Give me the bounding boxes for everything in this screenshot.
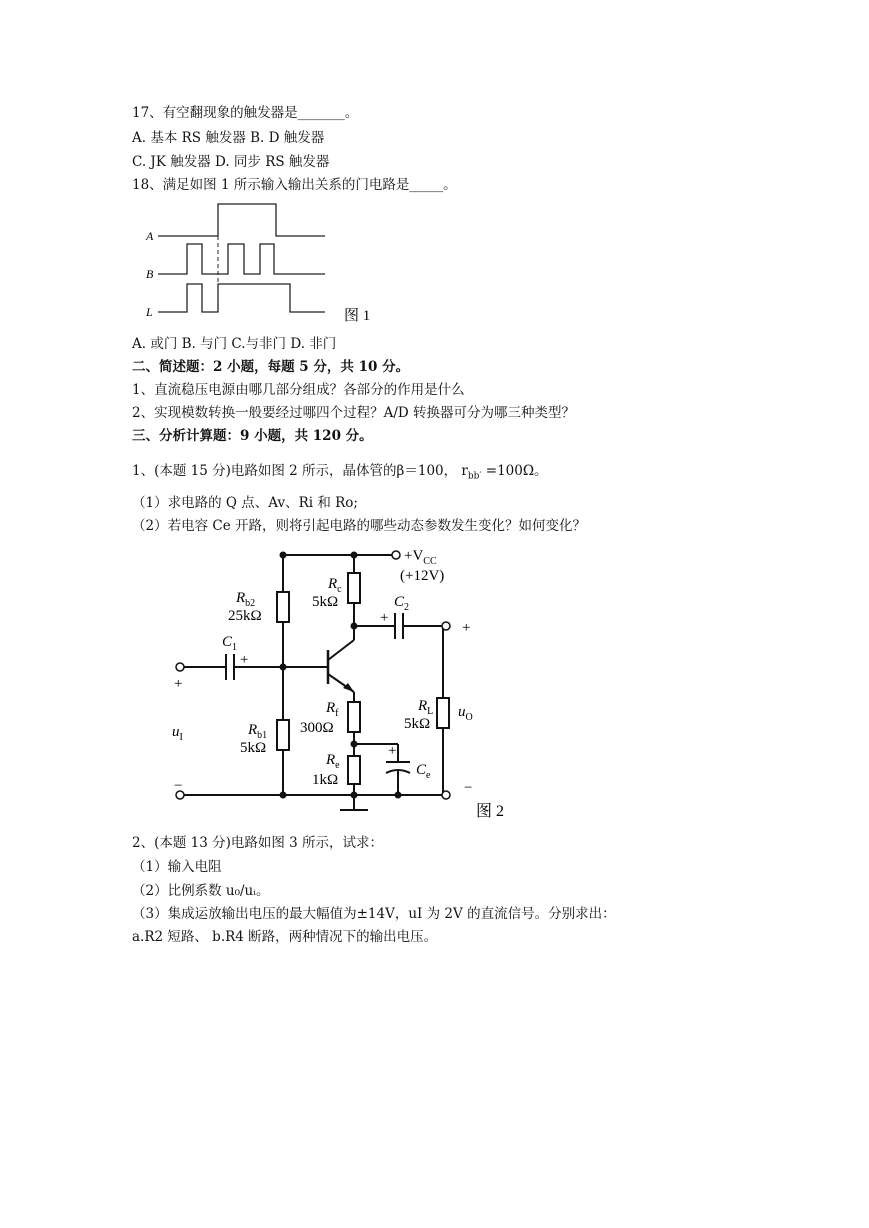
- rl-value: 5kΩ: [404, 716, 431, 732]
- rc-label: $R_c$: [328, 576, 342, 595]
- vcc-label: $+V_{CC}$: [404, 548, 437, 567]
- rf-value: 300Ω: [300, 720, 334, 736]
- calc-1-heading-text: 1、(本题 15 分)电路如图 2 所示，晶体管的β＝100，: [132, 463, 462, 479]
- rbb-subscript: bb′: [467, 471, 482, 482]
- calc-2-part-4: a.R2 短路、 b.R4 断路，两种情况下的输出电压。: [132, 929, 438, 945]
- section-2-q1: 1、直流稳压电源由哪几部分组成？各部分的作用是什么: [132, 382, 465, 398]
- uo-label: $u_O$: [458, 704, 473, 723]
- re-label: $R_e$: [326, 752, 340, 771]
- rf-label: $R_f$: [326, 700, 339, 719]
- input-plus: +: [174, 676, 183, 692]
- calc-2-part-1: （1）输入电阻: [132, 859, 222, 875]
- calc-1-part-1: （1）求电路的 Q 点、Av、Ri 和 Ro;: [132, 495, 358, 511]
- output-plus: +: [462, 620, 471, 636]
- ce-label: $C_e$: [416, 762, 431, 781]
- section-2-q2: 2、实现模数转换一般要经过哪四个过程？A/D 转换器可分为哪三种类型？: [132, 405, 576, 421]
- c1-plus: +: [240, 652, 249, 668]
- calc-2-part-3: （3）集成运放输出电压的最大幅值为±14V，uI 为 2V 的直流信号。分别求出：: [132, 906, 616, 922]
- fig2-caption: 图 2: [476, 803, 505, 820]
- q17-question: 17、有空翻现象的触发器是_______。: [132, 105, 359, 121]
- figure-2-circuit: [160, 540, 520, 830]
- rb2-value: 25kΩ: [228, 608, 262, 624]
- vcc-value: (+12V): [400, 568, 445, 584]
- c2-plus: +: [380, 610, 389, 626]
- rb2-label: $R_{b2}$: [236, 590, 256, 609]
- rbb-symbol: r: [461, 463, 468, 479]
- c2-label: $C_2$: [394, 594, 410, 613]
- calc-2-part-2: （2）比例系数 u₀/uᵢ。: [132, 883, 270, 899]
- rb1-value: 5kΩ: [240, 740, 267, 756]
- fig1-label-a: A: [146, 229, 154, 243]
- fig1-caption: 图 1: [344, 308, 371, 324]
- ce-plus: +: [388, 743, 397, 759]
- q17-options-cd: C. JK 触发器 D. 同步 RS 触发器: [132, 154, 330, 170]
- rl-label: $R_L$: [418, 698, 434, 717]
- q18-question: 18、满足如图 1 所示输入输出关系的门电路是_____。: [132, 177, 457, 193]
- output-minus: −: [464, 780, 473, 796]
- q17-options-ab: A. 基本 RS 触发器 B. D 触发器: [132, 130, 325, 146]
- re-value: 1kΩ: [312, 772, 339, 788]
- ui-label: $u_I$: [172, 724, 183, 743]
- calc-1-part-2: （2）若电容 Ce 开路，则将引起电路的哪些动态参数发生变化？如何变化？: [132, 518, 586, 534]
- rbb-value: =100Ω。: [481, 463, 548, 479]
- rb1-label: $R_{b1}$: [248, 722, 268, 741]
- c1-label: $C_1$: [222, 634, 238, 653]
- rc-value: 5kΩ: [312, 594, 339, 610]
- fig1-label-l: L: [146, 305, 153, 319]
- section-2-title: 二、简述题：2 小题，每题 5 分，共 10 分。: [132, 359, 410, 375]
- calc-2-heading: 2、(本题 13 分)电路如图 3 所示，试求：: [132, 835, 384, 851]
- section-3-title: 三、分析计算题：9 小题，共 120 分。: [132, 428, 373, 444]
- q18-options: A. 或门 B. 与门 C.与非门 D. 非门: [132, 336, 337, 352]
- input-minus: −: [174, 778, 183, 794]
- calc-1-heading: [132, 462, 548, 486]
- fig1-label-b: B: [146, 267, 154, 281]
- figure-1-timing-diagram: [140, 200, 400, 330]
